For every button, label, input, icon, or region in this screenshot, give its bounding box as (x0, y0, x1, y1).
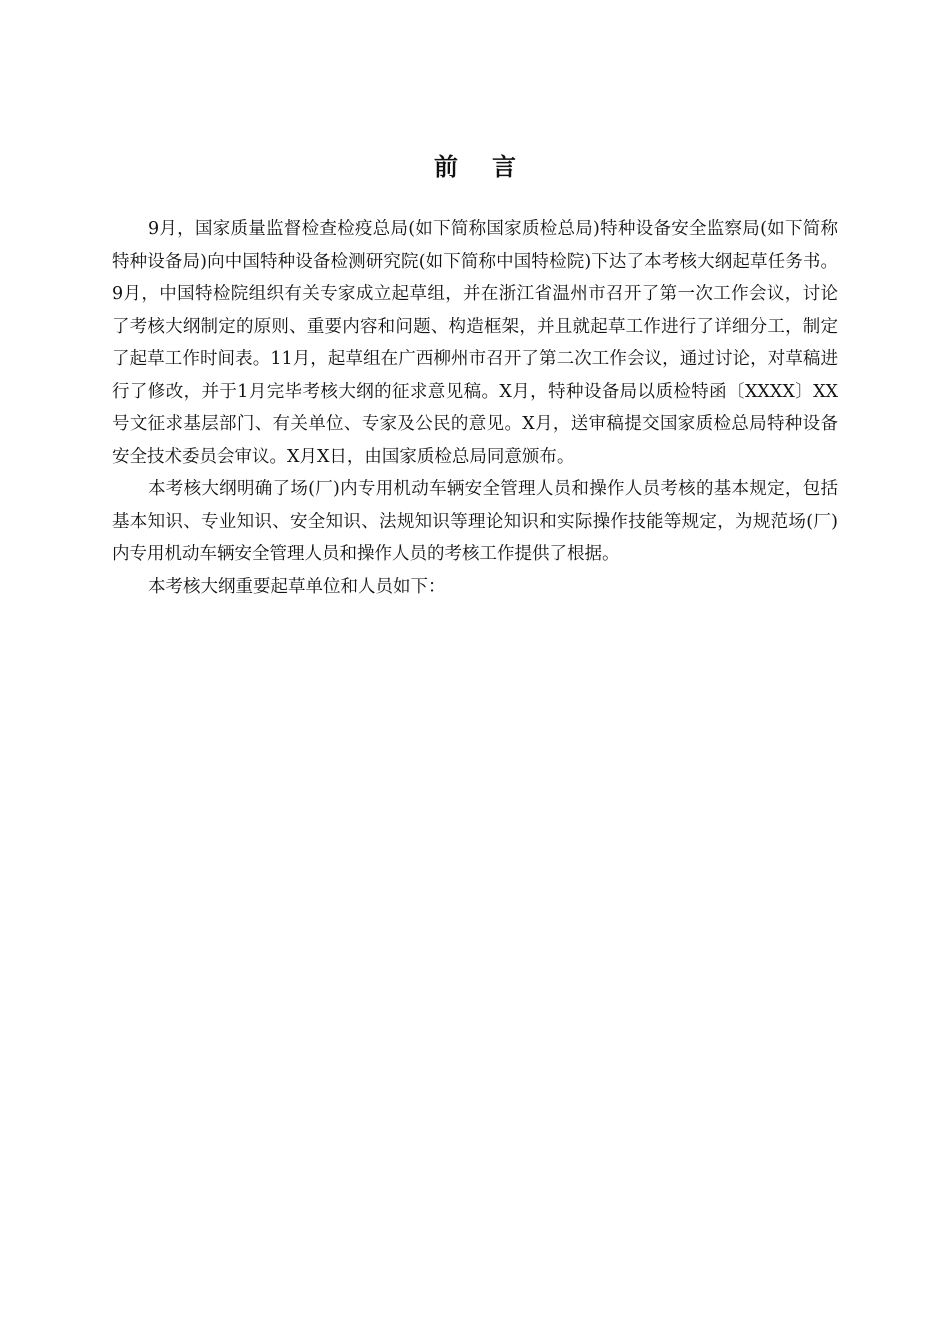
paragraph-drafting-history: 9月，国家质量监督检查检疫总局(如下简称国家质检总局)特种设备安全监察局(如下简称特种设备局)向中国特种设备检测研究院(如下简称中国特检院)下达了本考核大纲起草任务书。9月，中国特检院组织有关专家成立起草组，并在浙江省温州市召开了第一次工作会议，讨论了考核大纲制定的原则、重要内容和问题、构造框架，并且就起草工作进行了详细分工，制定了起草工作时间表。11月，起草组在广西柳州市召开了第二次工作会议，通过讨论，对草稿进行了修改，并于1月完毕考核大纲的征求意见稿。X月，特种设备局以质检特函〔XXXX〕XX号文征求基层部门、有关单位、专家及公民的意见。X月，送审稿提交国家质检总局特种设备安全技术委员会审议。X月X日，由国家质检总局同意颁布。 (112, 219, 838, 467)
document-body (112, 213, 838, 603)
title-char-2: 言 (492, 153, 516, 181)
title-char-1: 前 (434, 153, 458, 181)
page-title (0, 150, 950, 184)
paragraph-drafters-intro: 本考核大纲重要起草单位和人员如下： (148, 576, 446, 597)
paragraph-scope: 本考核大纲明确了场(厂)内专用机动车辆安全管理人员和操作人员考核的基本规定，包括基本知识、专业知识、安全知识、法规知识等理论知识和实际操作技能等规定，为规范场(厂)内专用机动车辆安全管理人员和操作人员的考核工作提供了根据。 (112, 479, 838, 564)
